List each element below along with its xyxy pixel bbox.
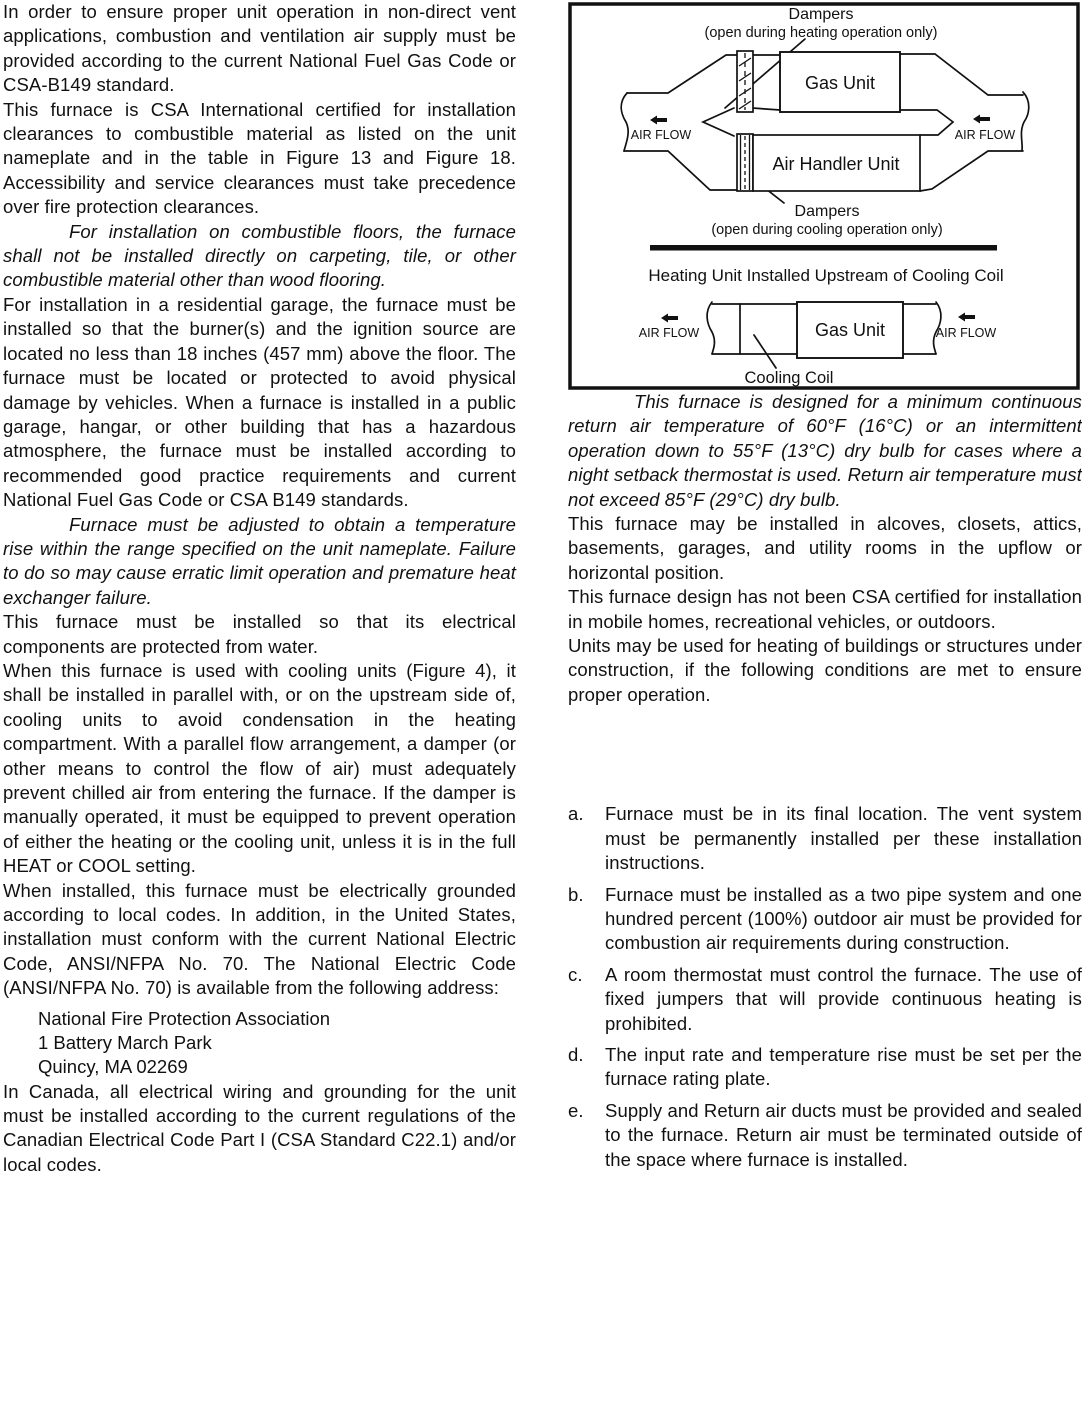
list-item-text: Furnace must be in its final location. The vent system must be permanently installed per these installation instructions. (605, 803, 1082, 874)
list-marker: a. (568, 803, 584, 825)
list-item-e (568, 1099, 1082, 1172)
gas-unit-box-top (780, 52, 900, 112)
list-marker: b. (568, 883, 584, 905)
list-item-text: Furnace must be installed as a two pipe system and one hundred percent (100%) outdoor air must be provided for combustion air requirements during construction. (605, 883, 1082, 954)
paragraph-construction-heating: Units may be used for heating of buildings or structures under construction, if the following conditions are met to ensure proper operation. (568, 635, 1082, 705)
air-handler-label: Air Handler Unit (772, 154, 900, 174)
list-item-c (568, 963, 1082, 1036)
notice-temperature-rise: Furnace must be adjusted to obtain a temperature rise within the range specified on the unit nameplate. Failure to do so may cause erratic limit operation and premature heat exchanger failure. (3, 513, 516, 608)
paragraph-cooling-units: When this furnace is used with cooling units (Figure 4), it shall be installed in parallel with, or on the upstream side of, cooling units to avoid condensation in the heating compartment. With a parallel flow arrangement, a damper (or other means to control the flow of air) must adequately prevent chilled air from entering the furnace. If the damper is manually operated, it must be equipped to prevent operation of either the heating or the cooling unit, unless it is in the full HEAT or COOL setting. (3, 659, 516, 877)
paragraph-canada-wiring: In Canada, all electrical wiring and grounding for the unit must be installed according to the current regulations of the Canadian Electrical Code Part I (CSA Standard C22.1) and/or local codes. (3, 1080, 516, 1175)
address-line: National Fire Protection Association (38, 1007, 331, 1029)
airflow-diagram-figure (568, 2, 1080, 390)
construction-conditions-list (568, 802, 1082, 1172)
paragraph-garage-installation: For installation in a residential garage, the furnace must be installed so that the burner(s) and the ignition source are located no less than 18 inches (457 mm) above the floor. The furnace must be located or protected to avoid physical damage by vehicles. When a furnace is installed in a public garage, hangar, or other building that has a hazardous atmosphere, the furnace must be installed according to recommended good practice requirements and current National Fuel Gas Code or CSA B149 standards. (3, 293, 516, 511)
address-block (3, 1007, 516, 1080)
left-column (3, 0, 516, 1177)
air-flow-bottom-right-label: AIR FLOW (935, 326, 997, 340)
list-item-b (568, 883, 1082, 956)
list-marker: e. (568, 1099, 584, 1121)
paragraph-combustion-air: In order to ensure proper unit operation in non-direct vent applications, combustion and ventilation air supply must be provided according to the current National Fuel Gas Code or CSA-B149 standard. (3, 1, 516, 96)
list-item-text: The input rate and temperature rise must be set per the furnace rating plate. (605, 1043, 1082, 1090)
dampers-cooling-label: Dampers (794, 203, 860, 220)
air-flow-top-left-label: AIR FLOW (630, 128, 692, 142)
airflow-diagram-svg (568, 2, 1080, 390)
paragraph-installation-locations: This furnace may be installed in alcoves, closets, attics, basements, garages, and utility rooms in the upflow or horizontal position. (568, 513, 1082, 583)
air-flow-top-right-label: AIR FLOW (954, 128, 1016, 142)
air-flow-bottom-left-label: AIR FLOW (638, 326, 700, 340)
dampers-heating-label: Dampers (788, 6, 854, 23)
list-item-a (568, 802, 1082, 875)
right-column (568, 0, 1082, 1172)
paragraph-electrical-protection: This furnace must be installed so that its electrical components are protected from water. (3, 611, 516, 657)
heating-damper-icon (737, 51, 753, 112)
gas-unit-top-label: Gas Unit (804, 73, 876, 93)
list-marker: c. (568, 963, 583, 985)
list-marker: d. (568, 1043, 584, 1065)
dampers-cooling-note: (open during cooling operation only) (711, 222, 943, 238)
gas-unit-box-bottom (797, 302, 903, 358)
list-item-text: Supply and Return air ducts must be provided and sealed to the furnace. Return air must be terminated outside of the space where furnace is installed. (605, 1099, 1082, 1170)
cooling-damper-icon (737, 134, 753, 191)
address-line: 1 Battery March Park (38, 1031, 212, 1053)
cooling-coil-label: Cooling Coil (744, 369, 834, 387)
notice-return-air-temperature: This furnace is designed for a minimum continuous return air temperature of 60°F (16°C) or an intermittent operation down to 55°F (13°C) dry bulb for cases where a night setback thermostat is used. Return air temperature must not exceed 85°F (29°C) dry bulb. (568, 391, 1082, 510)
air-handler-box (753, 135, 920, 191)
dampers-heating-note: (open during heating operation only) (704, 25, 938, 41)
divider-bar (650, 245, 997, 251)
paragraph-csa-not-certified: This furnace design has not been CSA certified for installation in mobile homes, recreational vehicles, or outdoors. (568, 586, 1082, 632)
list-item-text: A room thermostat must control the furnace. The use of fixed jumpers that will provide continuous heating is prohibited. (605, 963, 1082, 1034)
gas-unit-bottom-label: Gas Unit (814, 320, 886, 340)
paragraph-electrical-grounding: When installed, this furnace must be electrically grounded according to local codes. In addition, in the United States, installation must conform with the current National Electric Code, ANSI/NFPA No. 70. The National Electric Code (ANSI/NFPA No. 70) is available from the following address: (3, 879, 516, 999)
address-line: Quincy, MA 02269 (38, 1056, 188, 1078)
notice-combustible-floors: For installation on combustible floors, the furnace shall not be installed directly on carpeting, tile, or other combustible material other than wood flooring. (3, 220, 516, 291)
paragraph-clearances: This furnace is CSA International certified for installation clearances to combustible material as listed on the unit nameplate and in the table in Figure 13 and Figure 18. Accessibility and service clearances must take precedence over fire protection clearances. (3, 98, 516, 218)
list-item-d (568, 1043, 1082, 1092)
upstream-diagram-title: Heating Unit Installed Upstream of Cooling Coil (648, 266, 1004, 285)
